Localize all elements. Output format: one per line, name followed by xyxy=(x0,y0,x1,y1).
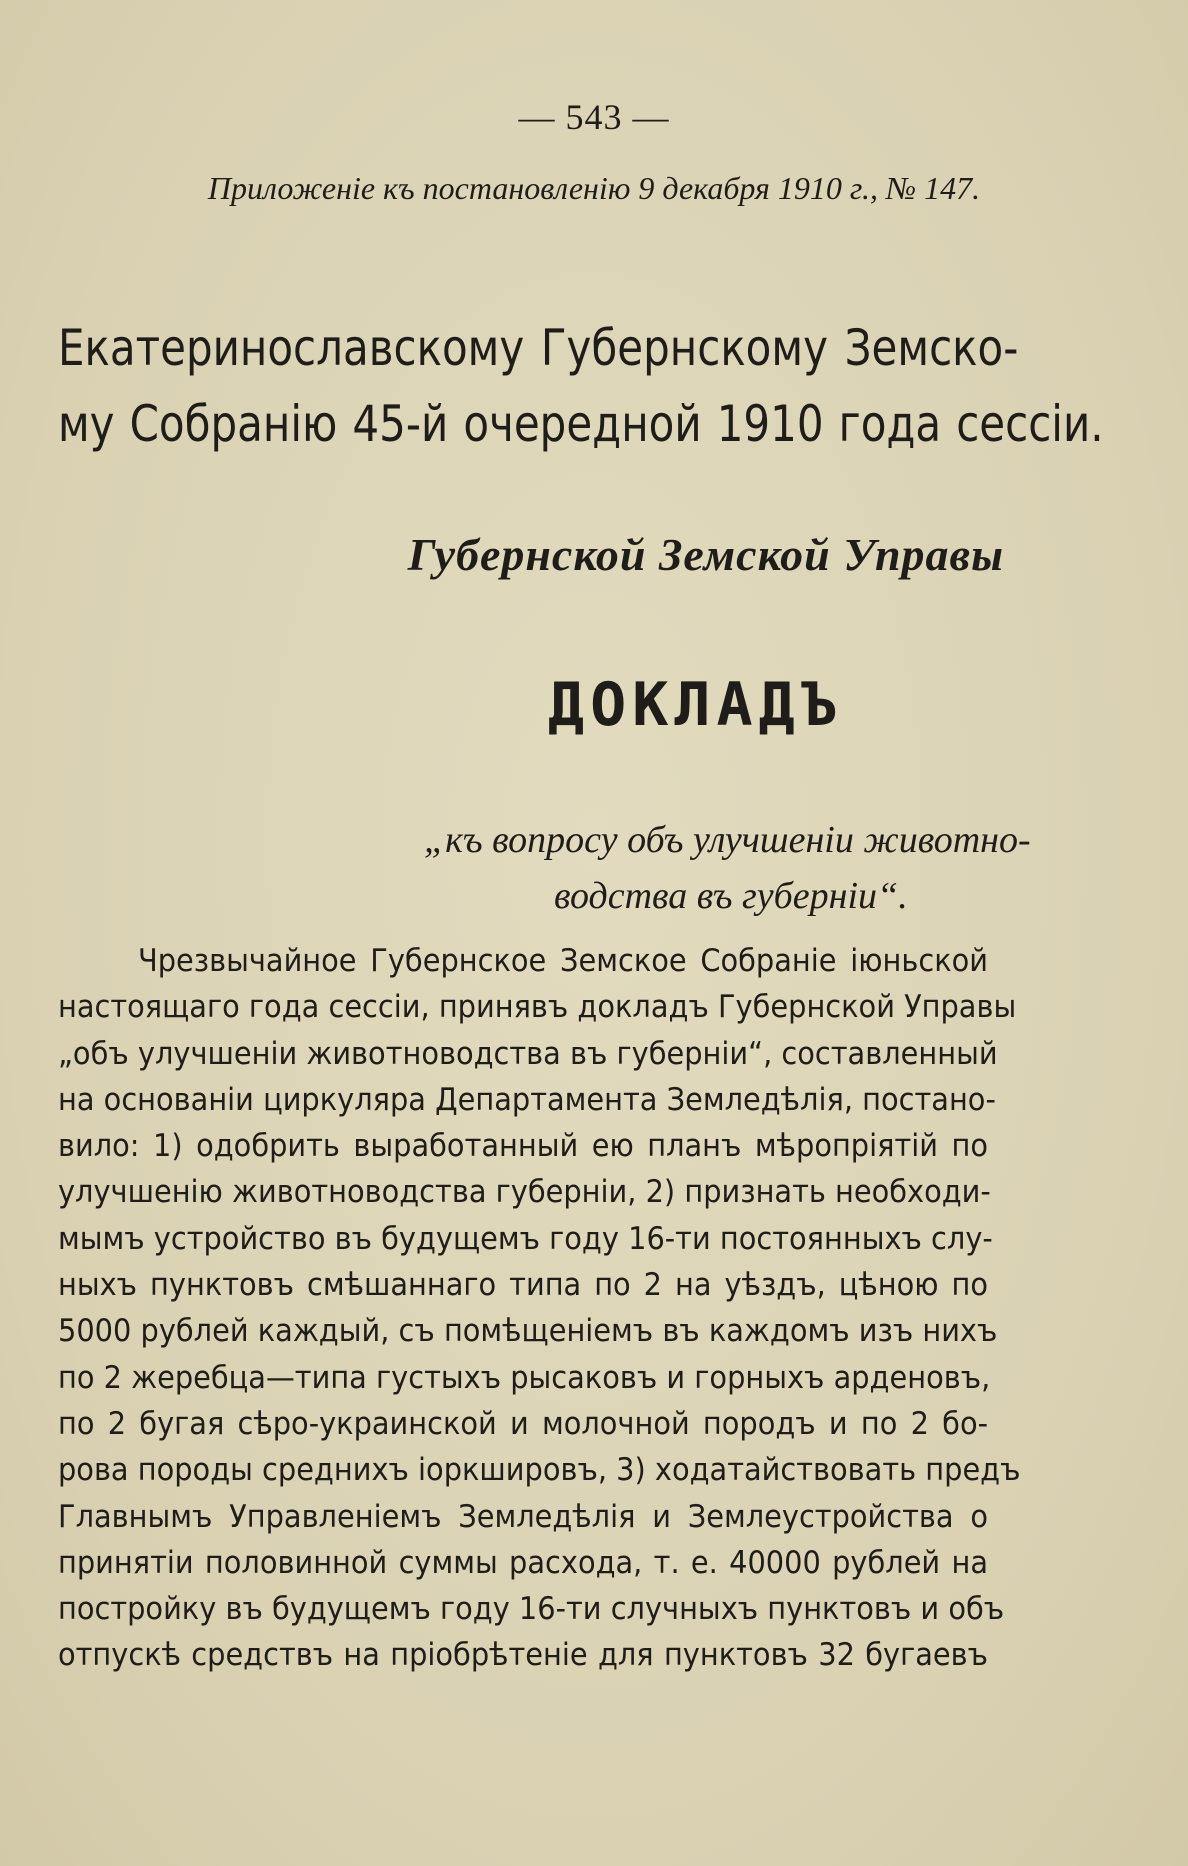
body-line: по 2 бугая сѣро-украинской и молочной породъ и по 2 бо- xyxy=(58,1405,988,1442)
appendix-note: Приложеніе къ постановленію 9 декабря 1910 г., № 147. xyxy=(207,170,981,206)
body-line: Чрезвычайное Губернское Земское Собраніе іюньской xyxy=(137,943,989,979)
page-number: — 543 — xyxy=(518,97,670,137)
body-line: мымъ устройство въ будущемъ году 16-ти постоянныхъ слу- xyxy=(58,1220,993,1257)
body-line: постройку въ будущемъ году 16-ти случныхъ пунктовъ и объ xyxy=(58,1591,1005,1628)
body-line: вило: 1) одобрить выработанный ею планъ мѣропріятій по xyxy=(58,1128,988,1165)
subject-line-1: „къ вопросу объ улучшеніи животно- xyxy=(424,819,1031,861)
body-line: 5000 рублей каждый, съ помѣщеніемъ въ каждомъ изъ нихъ xyxy=(58,1313,998,1350)
subject-line-2: водства въ губерніи“. xyxy=(554,875,908,917)
body-line: рова породы среднихъ іоркшировъ, 3) ходатайствовать предъ xyxy=(58,1452,1021,1489)
body-line: на основаніи циркуляра Департамента Земледѣлія, постано- xyxy=(58,1081,996,1118)
body-line: принятіи половинной суммы расхода, т. е. 40000 рублей на xyxy=(58,1544,988,1581)
body-line: „объ улучшеніи животноводства въ губерніи“, составленный xyxy=(58,1035,998,1072)
report-subject xyxy=(424,812,1031,924)
body-line: настоящаго года сессіи, принявъ докладъ Губернской Управы xyxy=(58,989,1017,1026)
body-paragraph xyxy=(58,938,1021,1679)
addressee-line-1: Екатеринославскому Губернскому Земско- xyxy=(58,319,1019,377)
body-line: ныхъ пунктовъ смѣшаннаго типа по 2 на уѣздъ, цѣною по xyxy=(58,1267,988,1304)
board-name: Губернской Земской Управы xyxy=(407,529,1004,580)
body-line: Главнымъ Управленіемъ Земледѣлія и Землеустройства о xyxy=(58,1498,988,1535)
addressee-heading xyxy=(58,310,1104,462)
addressee-line-2: му Собранію 45-й очередной 1910 года сессіи. xyxy=(58,395,1104,453)
body-line: отпускѣ средствъ на пріобрѣтеніе для пунктовъ 32 бугаевъ xyxy=(58,1637,988,1674)
body-line: улучшенію животноводства губерніи, 2) признать необходи- xyxy=(58,1174,991,1211)
body-line: по 2 жеребца—типа густыхъ рысаковъ и горныхъ арденовъ, xyxy=(58,1359,991,1396)
document-title: ДОКЛАДЪ xyxy=(548,670,843,740)
